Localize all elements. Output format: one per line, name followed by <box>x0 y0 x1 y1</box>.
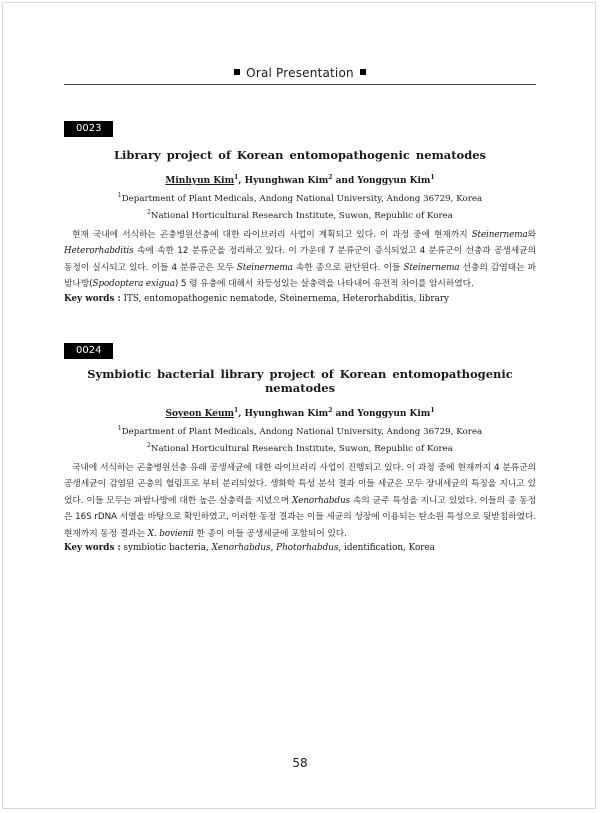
author: Yonggyun Kim <box>357 409 431 419</box>
author: Hyunghwan Kim <box>244 176 329 186</box>
abstract-title: Symbiotic bacterial library project of Korean entomopathogenic nematodes <box>87 367 513 395</box>
presenting-author: Minhyun Kim <box>165 176 235 186</box>
page-number: 58 <box>292 756 308 770</box>
affiliation: $^2$National Horticultural Research Institute, Suwon, Republic of Korea <box>147 441 453 454</box>
abstract-body: 국내에 서식하는 곤충병원선충 유래 공생세균에 대한 라이브러리 사업이 진행되고 있다. 이 과정 중에 현재까지 4 분류군의 공생세균이 감염된 곤충의 혈림프로 부터 분리되었다. 생화학 특성 분석 결과 이들 세균은 모두 장내세균의 특징을 지니고 있었다. 이들 모두는 파밤나방에 대한 높은 살충력을 지녔으며 Xenorhabdus 속의 균주 특성을 지니고 있었다. 이들의 종 동정은 16S rDNA 서열을 바탕으로 확인하였고, 이러한 동정 결과는 이들 세균의 성장에 이용되는 탄소원 특성으로 뒷받침하였다. 현재까지 동정 결과는 X. bovienii 한 종이 이들 공생세균에 포함되어 있다. <box>64 462 536 539</box>
abstract-number-badge: 0023 <box>64 121 113 137</box>
affiliation: $^1$Department of Plant Medicals, Andong National University, Andong 36729, Korea <box>117 425 483 437</box>
affiliation: $^2$National Horticultural Research Institute, Suwon, Republic of Korea <box>147 208 453 221</box>
abstract-0023 <box>64 116 536 304</box>
abstract-title: Library project of Korean entomopathogenic nematodes <box>113 148 487 162</box>
affiliation: $^1$Department of Plant Medicals, Andong National University, Andong 36729, Korea <box>117 192 483 204</box>
keywords: Key words : ITS, entomopathogenic nematode, Steinernema, Heterorhabditis, library <box>64 293 449 304</box>
presenting-author: Soyeon Keum <box>165 409 235 419</box>
square-bullet-icon <box>360 69 366 75</box>
running-header <box>0 66 600 80</box>
author: Hyunghwan Kim <box>244 409 329 419</box>
author-list: Minhyun Kim$^1$, Hyunghwan Kim$^2$ and Yonggyun Kim$^1$ <box>165 174 435 186</box>
header-rule <box>64 84 536 85</box>
author: Yonggyun Kim <box>357 176 431 186</box>
keywords: Key words : symbiotic bacteria, Xenorhabdus, Photorhabdus, identification, Korea <box>64 543 435 554</box>
abstract-body: 현재 국내에 서식하는 곤충병원선충에 대한 라이브러리 사업이 계획되고 있다. 이 과정 중에 현재까지 Steinernema와 Heterorhabditis 속에 속한 12 분류군을 정리하고 있다. 이 가운데 7 분류군이 증식되었고 4 분류군이 선충과 공생세균의 동정이 실시되고 있다. 이들 4 분류군은 모두 Steinernema 속한 종으로 판단된다. 이들 Steinernema 선충의 감염태는 파밤나방(Spodoptera exigua) 5 령 유충에 대해서 차등성있는 살충력을 나타내어 유전적 차이를 암시하였다. <box>64 229 536 290</box>
square-bullet-icon <box>234 69 240 75</box>
section-label: Oral Presentation <box>246 66 354 80</box>
abstract-0024 <box>64 338 536 553</box>
abstract-number-badge: 0024 <box>64 343 113 359</box>
author-list: Soyeon Keum$^1$, Hyunghwan Kim$^2$ and Yonggyun Kim$^1$ <box>165 407 435 419</box>
